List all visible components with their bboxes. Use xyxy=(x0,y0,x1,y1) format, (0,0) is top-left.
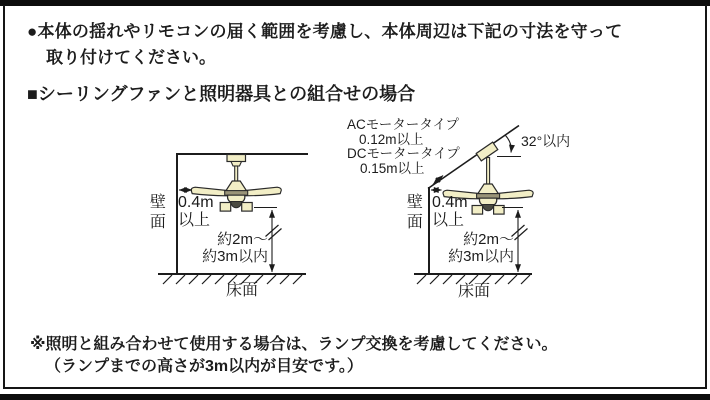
fan-mount-neck xyxy=(231,162,242,167)
motor-clearance-line4: 0.15m以上 xyxy=(360,161,425,176)
bottom-rule xyxy=(0,394,710,400)
left-wall-label: 壁面 xyxy=(147,193,165,233)
motor-clearance-line1: ACモータータイプ xyxy=(347,117,460,132)
right-floor-label: 床面 xyxy=(457,283,490,300)
right-side-clearance-suffix: 以上 xyxy=(432,212,465,229)
right-side-clearance-value: 0.4m xyxy=(432,194,468,211)
footnote-line2: （ランプまでの高さが3m以内が目安です。） xyxy=(45,358,363,375)
left-height-range-line1: 約2m〜 xyxy=(217,231,268,248)
angle-arc xyxy=(506,136,512,153)
left-side-clearance-suffix: 以上 xyxy=(178,212,211,229)
section-title: ■シーリングファンと照明器具との組合せの場合 xyxy=(27,84,416,104)
fan-rod xyxy=(487,158,490,185)
motor-clearance-line2: 0.12m以上 xyxy=(359,132,424,147)
fan-rod xyxy=(235,166,238,182)
motor-clearance-line3: DCモータータイプ xyxy=(347,146,460,161)
left-side-clearance-value: 0.4m xyxy=(178,194,214,211)
right-height-range-line1: 約2m〜 xyxy=(463,231,514,248)
left-height-range-line2: 約3m以内 xyxy=(202,248,268,265)
notice-line1: ●本体の揺れやリモコンの届く範囲を考慮し、本体周辺は下記の寸法を守って xyxy=(27,22,623,41)
left-floor-label: 床面 xyxy=(225,282,258,299)
fan-mount xyxy=(227,155,246,162)
angle-label: 32°以内 xyxy=(521,133,571,149)
notice-line2: 取り付けてください。 xyxy=(46,48,216,67)
footnote-line1: ※照明と組み合わせて使用する場合は、ランプ交換を考慮してください。 xyxy=(30,336,558,353)
right-wall-label: 壁面 xyxy=(404,193,422,233)
right-height-range-line2: 約3m以内 xyxy=(448,248,514,265)
